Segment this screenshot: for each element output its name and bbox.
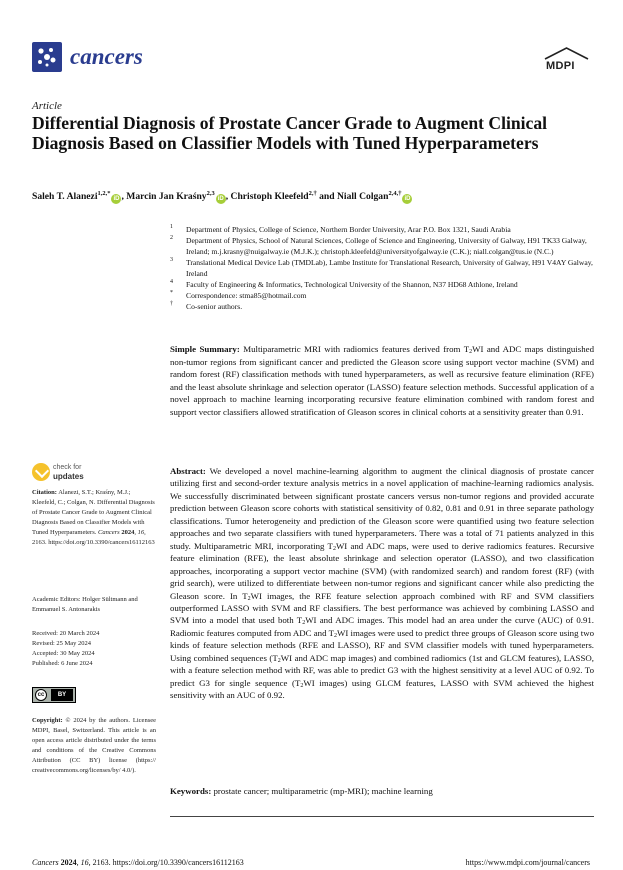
simple-summary-text: Multiparametric MRI with radiomics features derived from $T_2WI$ and ADC maps distinguished non-tumor regions from significant cancer and predicted the Gleason score using support vector machine (SVM) and random forest (RF) classification methods with tuned hyperparameters, as well as recursive feature elimination (RFE) and the least absolute shrinkage and selection operator (LASSO) feature selection methods. Successful application of a novel approach to machine learning incorporating recursive feature elimination combined with random forest and support vector classifiers allowed stratification of Gleason scores in clinical cohorts at a sensitivity greater than 0.91. (170, 344, 594, 417)
academic-editors: Academic Editors: Holger Sültmann and Emmanuel S. Antonarakis (32, 596, 138, 614)
author-separator: and (316, 191, 337, 203)
section-divider (170, 816, 594, 817)
affiliation-text: Translational Medical Device Lab (TMDLab), Lambe Institute for Translational Research, University of Galway, H91 V4AY Galway, Ireland (186, 258, 593, 278)
keywords-label: Keywords: (170, 786, 212, 796)
affiliation-number: 4 (170, 279, 173, 285)
check-for-updates-line2: updates (53, 472, 84, 481)
footer-citation: Cancers 2024, 16, 2163. https://doi.org/10.3390/cancers16112163 (32, 858, 244, 867)
check-for-updates-icon (32, 463, 50, 481)
orcid-icon[interactable]: iD (113, 196, 120, 203)
author-separator: , (225, 191, 231, 203)
abstract-label: Abstract: (170, 466, 206, 476)
revised-date: Revised: 25 May 2024 (32, 640, 92, 648)
affiliation-item (170, 224, 600, 235)
affiliation-text: Department of Physics, College of Science, Northern Border University, Arar P.O. Box 1321, Saudi Arabia (186, 225, 511, 234)
author-affil-marker: 2,† (308, 190, 317, 197)
article-title: Differential Diagnosis of Prostate Cancer Grade to Augment Clinical Diagnosis Based on Classifier Models with Tuned Hyperparameters (32, 113, 548, 153)
citation-volume: 16 (137, 529, 145, 537)
received-date: Received: 20 March 2024 (32, 630, 100, 637)
simple-summary (170, 343, 594, 418)
keywords-text: prostate cancer; multiparametric (mp-MRI); machine learning (213, 786, 433, 796)
author-affil-marker: 1,2,* (97, 190, 111, 197)
author-name[interactable]: Niall Colgan (337, 191, 389, 203)
by-icon: BY (51, 689, 73, 701)
check-for-updates-badge[interactable] (32, 462, 92, 484)
affiliation-number: * (170, 290, 173, 296)
affiliation-number: 2 (170, 235, 173, 241)
citation-journal: Cancers (98, 529, 120, 537)
cc-icon: cc (35, 689, 47, 701)
author-name[interactable]: Christoph Kleefeld (230, 191, 309, 203)
abstract-text: We developed a novel machine-learning algorithm to augment the clinical diagnosis of prostate cancer utilizing first and second-order texture analysis metrics in a novel application of machine-learning radiomics analysis. We successfully discriminated between significant prostate cancers versus non-tumor regions and provided accurate prediction between Gleason score cohorts with statistical sensitivity of 0.82, 0.81 and 0.91 in three separate pathology classifications. Tumor heterogeneity and prediction of the Gleason score were quantified using two feature selection approaches and two separate classifiers with tuned hyperparameters. There was a total of 71 patients analyzed in this study. Multiparametric MRI, incorporating $T_2WI$ and ADC maps, were used to derive radiomics features. Recursive feature elimination (RFE), the least absolute shrinkage and selection operator (LASSO), and two classification approaches, incorporating a support vector machine (SVM) (with randomized search) and random forest (RF) (with grid search), were utilized to differentiate between non-tumor regions and significant cancer while also predicting the Gleason score. In $T_2WI$ images, the RFE feature selection approach combined with RF and SVM classifiers outperformed LASSO with SVM and RF classifiers. The best performance was achieved by combining LASSO and SVM into a model that used both $T_2WI$ and ADC images. This model had an area under the curve (AUC) of 0.91. Radiomic features computed from ADC and $T_2WI$ images were used to predict three groups of Gleason score using two kinds of feature selection methods (RFE and LASSO), RF and SVM classifier models with tuned hyperparameters. Using combined sequences ($T_2WI$ and ADC map images) and combined radiomics (1st and GLCM features), LASSO, with a feature selection method with RF, was able to predict G3 with the highest sensitivity at a level AUC of 0.92. To predict G3 for single sequence ($T_2WI$ images) using GLCM features, LASSO with SVM achieved the highest sensitivity with an AUC of 0.92. (170, 466, 595, 701)
affiliation-item (170, 235, 600, 257)
citation-year: 2024 (121, 529, 135, 537)
keywords (170, 785, 594, 798)
author-name[interactable]: Marcin Jan Kraśny (126, 191, 207, 203)
affiliations (170, 224, 600, 312)
citation-label: Citation: (32, 489, 57, 496)
affiliation-item (170, 290, 600, 301)
check-for-updates-line1: check for (53, 464, 82, 471)
journal-logo-icon (32, 42, 62, 72)
affiliation-text: Department of Physics, School of Natural Sciences, College of Science and Engineering, University of Galway, H91 TK33 Galway, Ireland; m.j.krasny@nuigalway.ie (M.J.K.); christoph.kleefeld@universityofgalway.ie (C.K.); niall.colgan@tus.ie (N.C.) (186, 236, 587, 256)
affiliation-number: 1 (170, 224, 173, 230)
footer-doi[interactable]: , 2163. https://doi.org/10.3390/cancers16112163 (88, 858, 244, 867)
author-list (32, 187, 592, 204)
affiliation-number: † (170, 301, 173, 307)
affiliation-item (170, 279, 600, 290)
cc-by-license-icon[interactable] (32, 687, 76, 703)
copyright-text: © 2024 by the authors. Licensee MDPI, Basel, Switzerland. This article is an open access article distributed under the terms and conditions of the Creative Commons Attribution (CC BY) license (https:// creativecommons.org/licenses/by/ 4.0/). (32, 717, 156, 775)
affiliation-item (170, 257, 600, 279)
footer-journal: Cancers (32, 858, 59, 867)
author-separator: , (121, 191, 127, 203)
author-affil-marker: 2,3 (206, 190, 215, 197)
mdpi-logo[interactable] (543, 46, 590, 74)
publisher-name: MDPI (546, 60, 575, 72)
orcid-icon[interactable]: iD (217, 196, 224, 203)
footer-year: 2024 (60, 858, 77, 867)
citation-block: Citation: Alanezi, S.T.; Kraśny, M.J.; Kleefeld, C.; Colgan, N. Differential Diagnosis of Prostate Cancer Grade to Augment Clinical Diagnosis Based on Classifier Models with Tuned Hyperparameters. Cancers 2024, 16, 2163. https://doi.org/10.3390/cancers16112163 (32, 489, 155, 547)
orcid-icon[interactable]: iD (404, 196, 411, 203)
journal-name[interactable]: cancers (70, 44, 143, 69)
citation-text: Alanezi, S.T.; Kraśny, M.J.; Kleefeld, C.; Colgan, N. Differential Diagnosis of Prostate Cancer Grade to Augment Clinical Diagnosis Based on Classifier Models with Tuned Hyperparameters. (32, 489, 155, 537)
affiliation-text: Correspondence: stma85@hotmail.com (186, 291, 307, 300)
affiliation-number: 3 (170, 257, 173, 263)
abstract (170, 465, 594, 702)
accepted-date: Accepted: 30 May 2024 (32, 650, 95, 658)
footer-volume: 16 (80, 858, 89, 867)
simple-summary-label: Simple Summary: (170, 344, 240, 354)
article-type: Article (32, 100, 62, 112)
published-date: Published: 6 June 2024 (32, 660, 93, 668)
dates-block (32, 629, 156, 669)
affiliation-text: Faculty of Engineering & Informatics, Technological University of the Shannon, N37 HD68 Athlone, Ireland (186, 280, 518, 289)
copyright-label: Copyright: (32, 717, 63, 724)
author-name[interactable]: Saleh T. Alanezi (32, 191, 98, 203)
footer-journal-url[interactable]: https://www.mdpi.com/journal/cancers (465, 858, 590, 867)
affiliation-item (170, 301, 600, 312)
journal-header (32, 42, 590, 82)
citation-doi[interactable]: , 2163. https://doi.org/10.3390/cancers16112163 (32, 529, 155, 547)
copyright-block (32, 716, 156, 777)
affiliation-text: Co-senior authors. (186, 302, 243, 311)
author-affil-marker: 2,4,† (388, 190, 402, 197)
